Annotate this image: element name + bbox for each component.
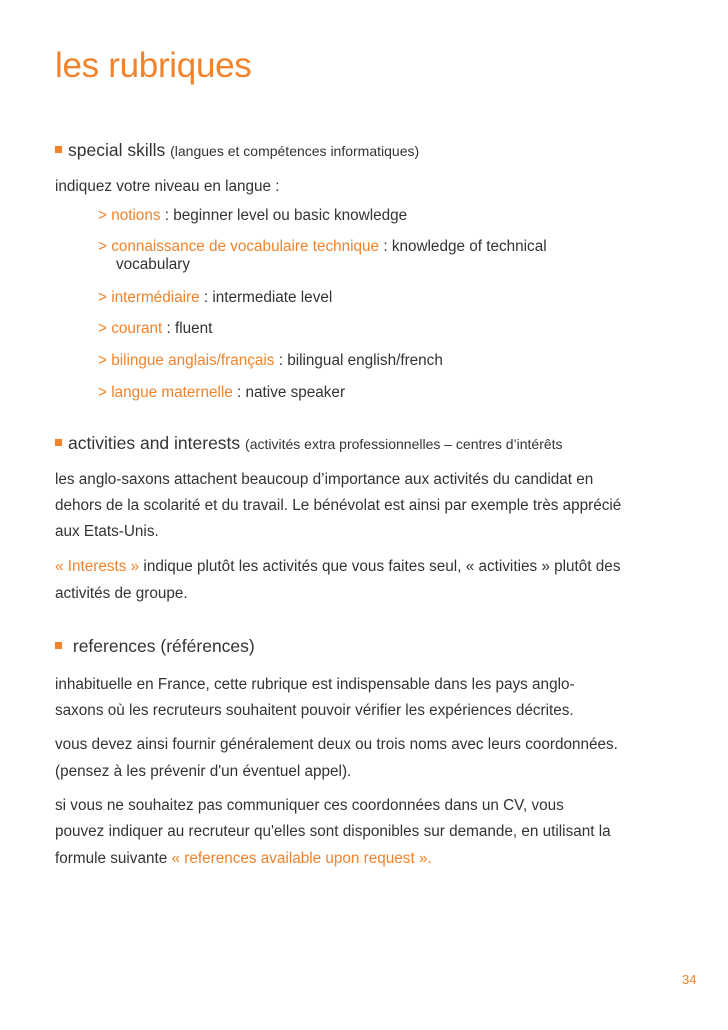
level-item — [98, 384, 345, 402]
level-prefix: > — [98, 238, 112, 255]
level-item — [98, 320, 212, 338]
level-term: bilingue anglais/français — [111, 352, 275, 369]
level-item — [98, 352, 443, 370]
section-heading: references (références) — [68, 636, 255, 656]
activities-para-text: indique plutôt les activités que vous faites seul, « activities » plutôt des — [139, 558, 621, 575]
references-para-text: formule suivante — [55, 850, 172, 867]
activities-para-line: dehors de la scolarité et du travail. Le bénévolat est ainsi par exemple très apprécié — [55, 497, 622, 514]
level-prefix: > — [98, 384, 112, 401]
section-heading: special skills — [68, 140, 166, 160]
activities-para-line: activités de groupe. — [55, 585, 188, 602]
references-para-line — [55, 850, 432, 868]
level-desc: : fluent — [162, 320, 213, 337]
activities-para-line: les anglo-saxons attachent beaucoup d’importance aux activités du candidat en — [55, 471, 594, 488]
level-term: langue maternelle — [111, 384, 233, 401]
level-prefix: > — [98, 352, 112, 369]
section-activities — [55, 433, 563, 454]
references-para-line: vous devez ainsi fournir généralement deux ou trois noms avec leurs coordonnées. — [55, 736, 618, 753]
level-desc: : native speaker — [232, 384, 346, 401]
bullet-square-icon — [55, 439, 62, 446]
section-references — [55, 636, 255, 657]
interests-term: « Interests » — [55, 558, 140, 575]
references-para-line: saxons où les recruteurs souhaitent pouvoir vérifier les expériences décrites. — [55, 702, 574, 719]
level-desc: : bilingual english/french — [274, 352, 443, 369]
level-prefix: > — [98, 207, 112, 224]
activities-para-line — [55, 558, 620, 576]
level-prefix: > — [98, 320, 112, 337]
bullet-square-icon — [55, 642, 62, 649]
page-number: 34 — [682, 972, 697, 987]
references-para-line: pouvez indiquer au recruteur qu'elles sont disponibles sur demande, en utilisant la — [55, 823, 611, 840]
level-prefix: > — [98, 289, 112, 306]
level-item — [98, 289, 332, 307]
section-heading: activities and interests — [68, 433, 241, 453]
level-desc: : intermediate level — [199, 289, 333, 306]
references-para-line: inhabituelle en France, cette rubrique est indispensable dans les pays anglo- — [55, 676, 575, 693]
level-item — [98, 207, 407, 225]
level-term: intermédiaire — [111, 289, 200, 306]
references-para-line: si vous ne souhaitez pas communiquer ces coordonnées dans un CV, vous — [55, 797, 564, 814]
section-special-skills — [55, 140, 419, 161]
special-skills-intro: indiquez votre niveau en langue : — [55, 178, 280, 195]
level-desc: : beginner level ou basic knowledge — [160, 207, 408, 224]
level-item — [98, 238, 547, 274]
level-term: courant — [111, 320, 163, 337]
level-term: notions — [111, 207, 161, 224]
references-quote: « references available upon request ». — [171, 850, 432, 867]
level-term: connaissance de vocabulaire technique — [111, 238, 380, 255]
activities-para-line: aux Etats-Unis. — [55, 523, 159, 540]
level-desc: : knowledge of technical — [379, 238, 547, 255]
section-note: (langues et compétences informatiques) — [170, 143, 420, 159]
bullet-square-icon — [55, 146, 62, 153]
page-title: les rubriques — [55, 46, 252, 85]
level-desc-continued: vocabulary — [116, 256, 190, 273]
references-para-line: (pensez à les prévenir d'un éventuel appel). — [55, 763, 352, 780]
section-note: (activités extra professionnelles – centres d’intérêts — [245, 436, 563, 452]
